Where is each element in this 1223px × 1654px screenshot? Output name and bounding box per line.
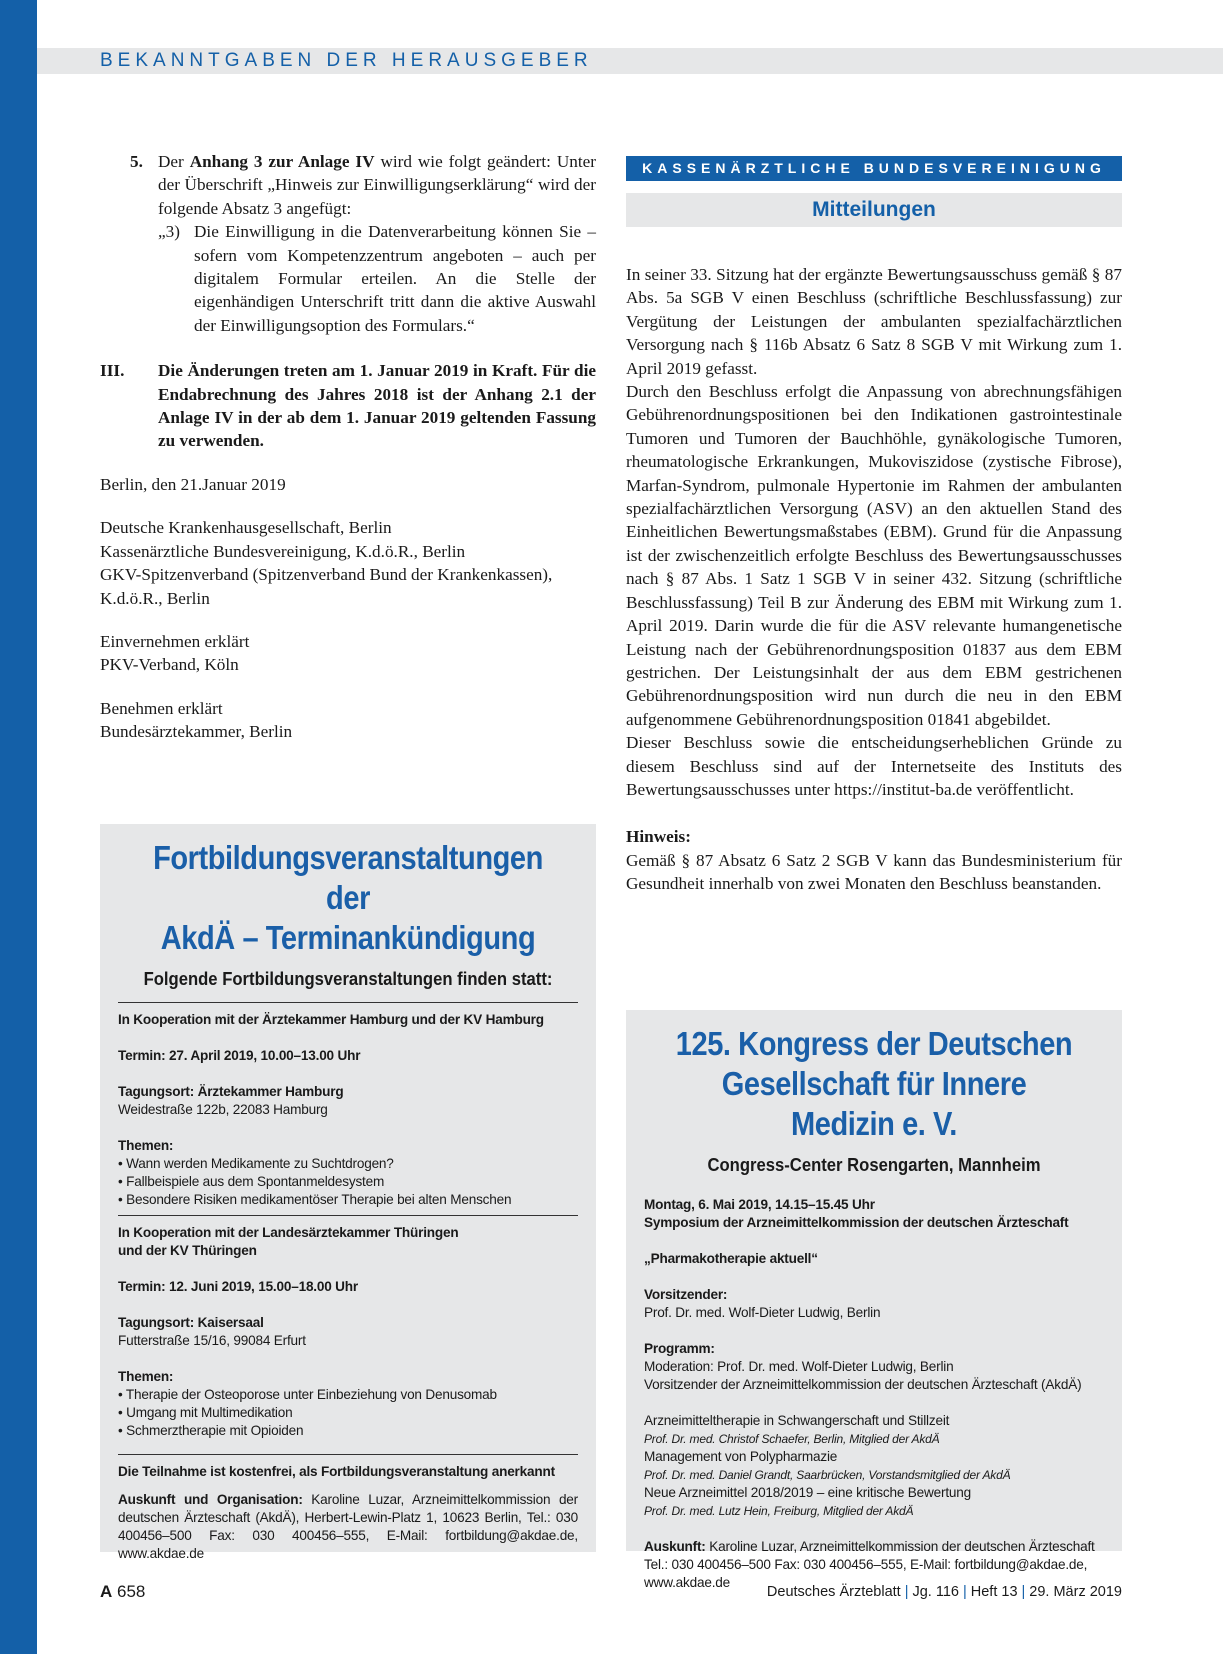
event-1 (118, 1011, 578, 1209)
list-item: • Wann werden Medikamente zu Suchtdrogen? (118, 1155, 578, 1173)
paragraph: Dieser Beschluss sowie die entscheidungserheblichen Gründe zu diesem Beschluss sind auf der Internetseite des Instituts des Bewertungsausschusses unter https://institut-ba.de veröffentlicht. (626, 733, 1122, 799)
akdae-events-box (100, 824, 596, 1561)
box-title: Fortbildungsveranstaltungen der AkdÄ – Terminankündigung (153, 839, 543, 956)
congress-details (644, 1196, 1104, 1592)
signer: Kassenärztliche Bundesvereinigung, K.d.ö.R., Berlin (100, 541, 466, 561)
list-item: • Therapie der Osteoporose unter Einbeziehung von Denusomab (118, 1386, 578, 1404)
org-bar: KASSENÄRZTLICHE BUNDESVEREINIGUNG (626, 156, 1122, 181)
divider (118, 1454, 578, 1455)
section-bar: Mitteilungen (626, 193, 1122, 227)
congress-box (626, 1010, 1122, 1590)
item-III-text: Die Änderungen treten am 1. Januar 2019 in Kraft. Für die Endabrechnung des Jahres 2018 ist der Anhang 2.1 der Anlage IV in der ab dem 1. Januar 2019 geltenden Fassung zu verwenden. (158, 361, 596, 451)
signers-block (100, 516, 596, 610)
left-column (100, 150, 596, 744)
place-date: Berlin, den 21.Januar 2019 (100, 474, 286, 494)
item-5-number: 5. (130, 152, 143, 171)
auskunft: Auskunft und Organisation: Karoline Luzar, Arzneimittelkommission der deutschen Ärzteschaft (AkdÄ), Herbert-Lewin-Platz 1, 10623 Berlin, Tel.: 030 400456–500 Fax: 030 400456–555, E-Mail: fortbildung@akdae.de, www.akdae.de (118, 1492, 578, 1561)
event-footer (118, 1463, 578, 1563)
talk-title: Neue Arzneimittel 2018/2019 – eine kritische Bewertung (644, 1485, 971, 1500)
auskunft: Auskunft: Karoline Luzar, Arzneimittelkommission der deutschen Ärzteschaft Tel.: 030 400456–500 Fax: 030 400456–555, E-Mail: fortbildung@akdae.de, www.akdae.de (644, 1539, 1095, 1590)
hinweis-block (626, 825, 1122, 895)
moderation-role: Vorsitzender der Arzneimittelkommission der deutschen Ärzteschaft (AkdÄ) (644, 1377, 1082, 1392)
divider (118, 1002, 578, 1003)
event-1-address: Weidestraße 122b, 22083 Hamburg (118, 1102, 328, 1117)
list-item: • Fallbeispiele aus dem Spontanmeldesystem (118, 1173, 578, 1191)
event-1-themen-label: Themen: (118, 1138, 174, 1153)
item-III-number: III. (100, 361, 125, 381)
hinweis-text: Gemäß § 87 Absatz 6 Satz 2 SGB V kann das Bundesministerium für Gesundheit innerhalb von zwei Monaten den Beschluss beanstanden. (626, 850, 1122, 894)
quote-number: „3) (158, 222, 180, 242)
vorsitz-name: Prof. Dr. med. Wolf-Dieter Ludwig, Berlin (644, 1305, 881, 1320)
item-5-quote (158, 220, 596, 337)
signer: Deutsche Krankenhausgesellschaft, Berlin (100, 518, 392, 538)
page-number: A 658 (100, 1582, 146, 1601)
event-2-termin: Termin: 12. Juni 2019, 15.00–18.00 Uhr (118, 1279, 358, 1294)
einvernehmen-block: Einvernehmen erklärt PKV-Verband, Köln (100, 631, 250, 675)
item-III (100, 359, 596, 453)
hinweis-label: Hinweis: (626, 827, 691, 847)
benehmen-block: Benehmen erklärt Bundesärztekammer, Berlin (100, 698, 293, 742)
programm-label: Programm: (644, 1341, 715, 1356)
event-1-coop: In Kooperation mit der Ärztekammer Hamburg und der KV Hamburg (118, 1012, 544, 1027)
journal-citation: Deutsches Ärzteblatt | Jg. 116 | Heft 13 | 29. März 2019 (766, 1584, 1122, 1600)
item-5-bold: Anhang 3 zur Anlage IV (189, 152, 375, 171)
list-item: • Besondere Risiken medikamentöser Therapie bei alten Menschen (118, 1191, 578, 1209)
sidebar-color-bar (0, 0, 37, 1654)
free-note: Die Teilnahme ist kostenfrei, als Fortbildungsveranstaltung anerkannt (118, 1464, 555, 1479)
box-subtitle: Congress-Center Rosengarten, Mannheim (707, 1154, 1041, 1175)
congress-date: Montag, 6. Mai 2019, 14.15–15.45 Uhr (644, 1197, 875, 1212)
paragraph: Durch den Beschluss erfolgt die Anpassung von abrechnungsfähigen Gebührenordnungspositionen bei den Indikationen gastrointestinale Tumoren und Tumoren der Bauchhöhle, gynäkologische Tumoren, rheumatologische Erkrankungen, Mukoviszidose (zystische Fibrose), Marfan-Syndrom, pulmonale Hypertonie im Rahmen der ambulanten spezialfachärztlichen Versorgung (ASV) an den aktuellen Stand des Einheitlichen Bewertungsmaßstabes (EBM). Grund für die Anpassung ist der zwischenzeitlich erfolgte Beschluss des Bewertungsausschusses nach § 87 Abs. 1 Satz 1 SGB V in seiner 432. Sitzung (schriftliche Beschlussfassung) Teil B zur Änderung des EBM mit Wirkung zum 1. April 2019. Darin wurde die für die ASV relevante humangenetische Leistung nach der Gebührenordnungsposition 01837 aus dem EBM gestrichen. Der Leistungsinhalt der aus dem EBM gestrichenen Gebührenordnungsposition wird nun durch die neu in den EBM aufgenommene Gebührenordnungsposition 01841 abgebildet. (626, 382, 1122, 729)
box-title: 125. Kongress der Deutschen Gesellschaft für Innere Medizin e. V. (675, 1025, 1073, 1142)
congress-symposium: Symposium der Arzneimittelkommission der deutschen Ärzteschaft (644, 1215, 1069, 1230)
signer: GKV-Spitzenverband (Spitzenverband Bund der Krankenkassen), K.d.ö.R., Berlin (100, 565, 553, 608)
moderation: Moderation: Prof. Dr. med. Wolf-Dieter Ludwig, Berlin (644, 1359, 954, 1374)
divider (118, 1215, 578, 1216)
item-5-intro: Der Anhang 3 zur Anlage IV wird wie folgt geändert: Unter der Überschrift „Hinweis zur Einwilligungserklärung“ wird der folgende Absatz 3 angefügt: (158, 152, 597, 218)
event-1-termin: Termin: 27. April 2019, 10.00–13.00 Uhr (118, 1048, 361, 1063)
list-item: • Umgang mit Multimedikation (118, 1404, 578, 1422)
talk-title: Arzneimitteltherapie in Schwangerschaft und Stillzeit (644, 1413, 950, 1428)
event-2-address: Futterstraße 15/16, 99084 Erfurt (118, 1333, 306, 1348)
congress-motto: „Pharmakotherapie aktuell“ (644, 1251, 818, 1266)
vorsitz-label: Vorsitzender: (644, 1287, 728, 1302)
section-header: BEKANNTGABEN DER HERAUSGEBER (100, 50, 593, 71)
talk-speaker: Prof. Dr. med. Lutz Hein, Freiburg, Mitglied der AkdÄ (644, 1504, 914, 1518)
box-subtitle: Folgende Fortbildungsveranstaltungen finden statt: (143, 968, 553, 989)
right-column (626, 156, 1122, 896)
list-item: • Schmerztherapie mit Opioiden (118, 1422, 578, 1440)
quote-text: Die Einwilligung in die Datenverarbeitung können Sie – sofern vom Kompetenzzentrum angeboten – auch per digitalem Formular erteilen. An die Stelle der eigenhändigen Unterschrift tritt dann die aktive Auswahl der Einwilligungsoption des Formulars.“ (194, 222, 596, 335)
talk-speaker: Prof. Dr. med. Christof Schaefer, Berlin, Mitglied der AkdÄ (644, 1432, 940, 1446)
talk-title: Management von Polypharmazie (644, 1449, 838, 1464)
item-5 (100, 150, 596, 337)
event-2: In Kooperation mit der Landesärztekammer Thüringen und der KV Thüringen Termin: 12. Juni 2019, 15.00–18.00 Uhr Tagungsort: Kaisersaal Futterstraße 15/16, 99084 Erfurt Themen: • Therapie der Osteoporose unter Einbeziehung von Denusomab • Umgang mit Multimedikation • Schmerztherapie mit Opioiden (118, 1224, 578, 1440)
paragraph: In seiner 33. Sitzung hat der ergänzte Bewertungsausschuss gemäß § 87 Abs. 5a SGB V einen Beschluss (schriftliche Beschlussfassung) zur Vergütung der Leistungen der ambulanten spezialfachärztlichen Versorgung nach § 116b Absatz 6 Satz 8 SGB V mit Wirkung zum 1. April 2019 gefasst. (626, 265, 1122, 378)
event-1-ort: Tagungsort: Ärztekammer Hamburg (118, 1084, 344, 1099)
event-2-coop: In Kooperation mit der Landesärztekammer Thüringen (118, 1225, 459, 1240)
talk-speaker: Prof. Dr. med. Daniel Grandt, Saarbrücken, Vorstandsmitglied der AkdÄ (644, 1468, 1011, 1482)
event-2-ort: Tagungsort: Kaisersaal (118, 1315, 264, 1330)
event-2-themen-label: Themen: (118, 1369, 174, 1384)
